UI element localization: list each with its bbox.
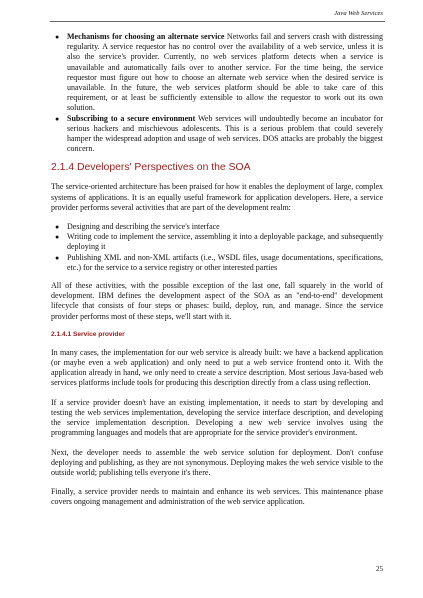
list-item xyxy=(55,222,383,232)
list-item-term: Mechanisms for choosing an alternate service xyxy=(67,32,225,41)
running-header: Java Web Services xyxy=(334,10,383,17)
bullet-icon: ● xyxy=(55,253,60,262)
list-item xyxy=(55,32,383,114)
page-number: 25 xyxy=(376,565,383,573)
list-item-text: Designing and describing the service's interface xyxy=(67,222,220,232)
list-item-term: Subscribing to a secure environment xyxy=(67,113,196,123)
section-intro: The service-oriented architecture has been praised for how it enables the deployment of large, complex systems of applications. It is an equally useful framework for application developers. Here, a service provider performs several activities that are part of the development realm: xyxy=(51,182,383,212)
page-content xyxy=(51,32,383,517)
developer-activities-list xyxy=(51,222,383,273)
body-paragraph: Next, the developer needs to assemble the web service solution for deployment. Don't confuse deploying and publishing, as they are not synonymous. Deploying makes the web service visible to the outside world; publishing tells everyone it's there. xyxy=(51,447,383,477)
bullet-icon: ● xyxy=(55,223,60,232)
body-paragraph: In many cases, the implementation for our web service is already built: we have a backend application (or maybe even a web application) and only need to put a web service frontend onto it. With the application already in hand, we only need to create a service description. Most serious Java-based web services platforms include tools for producing this description directly from a class using reflection. xyxy=(51,347,383,388)
list-item-text: Writing code to implement the service, assembling it into a deployable package, and subsequently deploying it xyxy=(67,232,383,252)
body-paragraph: Finally, a service provider needs to maintain and enhance its web services. This maintenance phase covers ongoing management and administration of the web service application. xyxy=(51,487,383,507)
list-item-text: Web services will undoubtedly become an incubator for serious hackers and mischievous adolescents. This is a serious problem that could severely hamper the widespread adoption and usage of web services. DOS attacks are probably the biggest concern. xyxy=(67,113,383,154)
list-item xyxy=(55,232,383,252)
bullet-icon: ● xyxy=(55,114,60,123)
subsection-heading: 2.1.4.1 Service provider xyxy=(51,330,125,338)
list-item-text: Publishing XML and non-XML artifacts (i.e., WSDL files, usage documentations, specifications, etc.) for the service to a service registry or other interested parties xyxy=(67,252,383,272)
body-paragraph: If a service provider doesn't have an existing implementation, it needs to start by developing and testing the web services implementation, developing the service interface description, and developing the service implementation description. Developing a new web service involves using the programming languages and models that are appropriate for the service provider's environment. xyxy=(51,397,383,438)
section-heading: 2.1.4 Developers' Perspectives on the SOA xyxy=(51,162,251,174)
list-item-text: Networks fail and servers crash with distressing regularity. A service requestor has no control over the availability of a web service, unless it is also the service's provider. Currently, no web services platform detects when a service is unavailable and automatically fails over to another service. For the time being, the service requestor must figure out how to choose an alternate web service when the desired service is unavailable. In the future, the web services platform should be able to take care of this requirement, or at least be sufficiently extensible to allow the requestor to work out its own solution. xyxy=(67,32,383,113)
bullet-icon: ● xyxy=(55,233,60,242)
header-rule xyxy=(50,21,385,22)
bullet-icon: ● xyxy=(55,33,60,41)
list-item xyxy=(55,113,383,155)
section-summary: All of these activities, with the possible exception of the last one, fall squarely in the world of development. IBM defines the development aspect of the SOA as an "end-to-end" development lifecycle that consists of four steps or phases: build, deploy, run, and manage. Since the service provider performs most of these steps, we'll start with it. xyxy=(51,281,383,321)
list-item xyxy=(55,252,383,273)
mechanisms-list xyxy=(51,32,383,154)
